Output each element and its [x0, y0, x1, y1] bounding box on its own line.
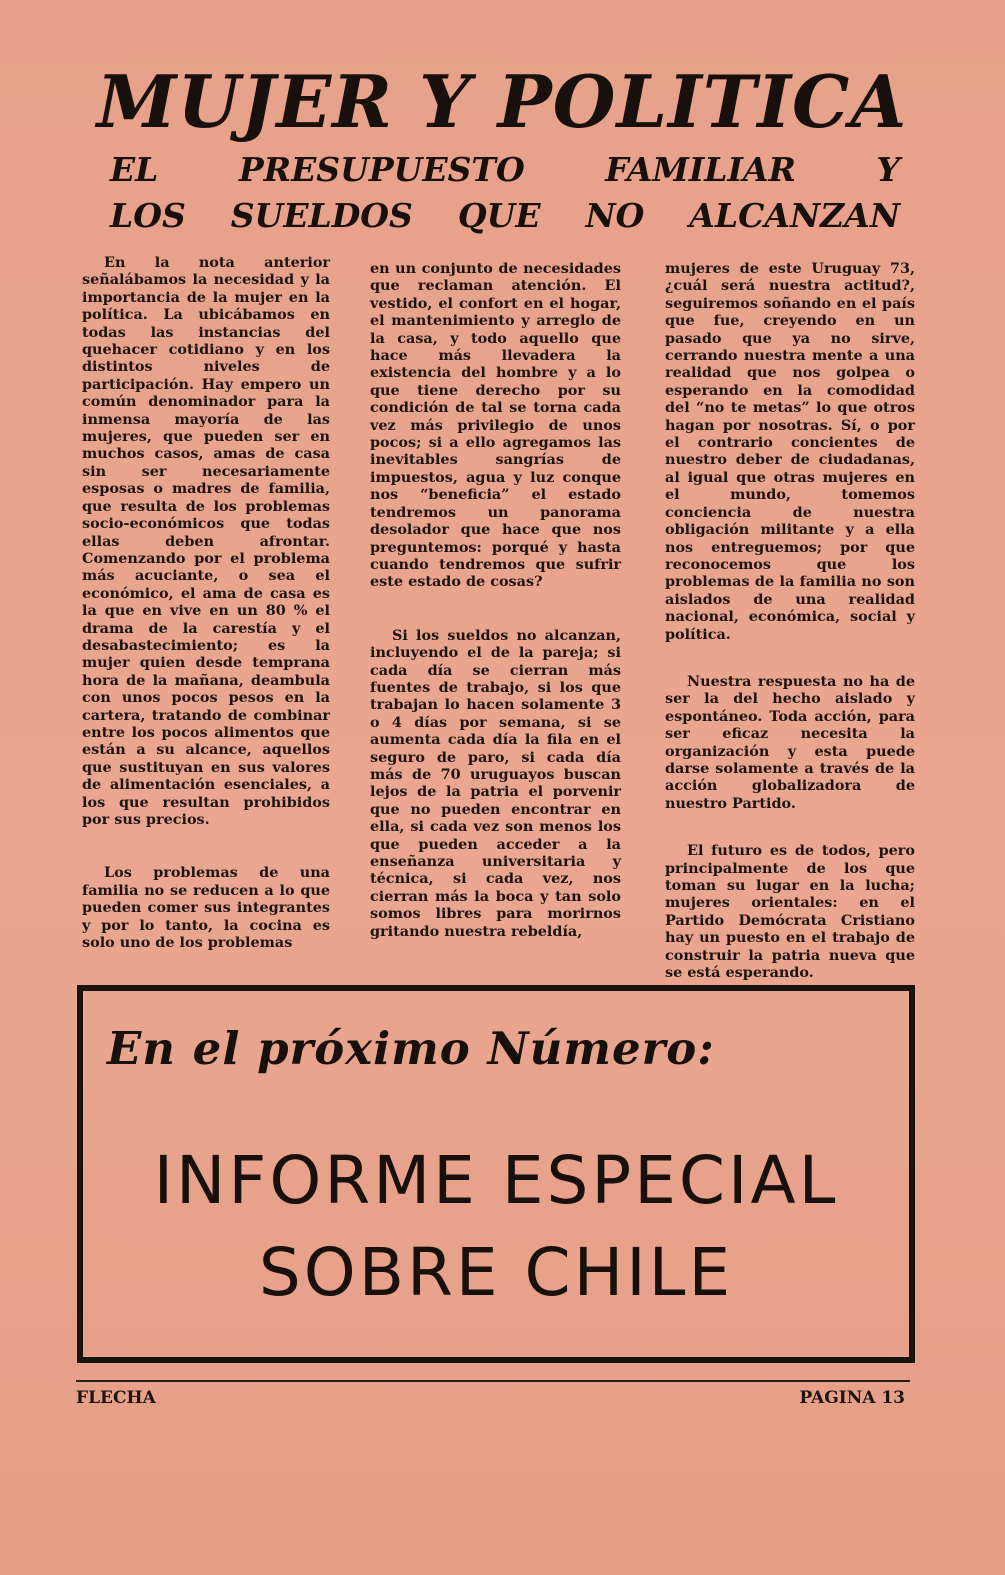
publication-name: FLECHA: [76, 1388, 156, 1408]
paragraph: Los problemas de una familia no se reducen a lo que pueden comer sus integrantes y por lo tanto, la cocina es solo uno de los problemas: [82, 864, 330, 952]
announcement-box: [77, 985, 915, 1363]
subtitle-line-2: LOS SUELDOS QUE NO ALCANZAN: [110, 196, 900, 235]
page-title: MUJER Y POLITICA: [96, 59, 908, 144]
article-column-3: [665, 260, 915, 981]
paragraph: Nuestra respuesta no ha de ser la del hecho aislado y espontáneo. Toda acción, para ser eficaz necesita la organización y esta puede darse solamente a través de la acción globalizadora de nuestro Partido.: [665, 672, 915, 812]
page-number: PAGINA 13: [799, 1388, 905, 1408]
article-column-2: [370, 260, 621, 940]
paragraph: mujeres de este Uruguay 73, ¿cuál será nuestra actitud?, seguiremos soñando en el país que fue, creyendo en un pasado que ya no sirve, cerrando nuestra mente a una realidad que nos golpea o esperando en la comodidad del “no te metas” lo que otros hagan por nosotras. Sí, o por el contrario concientes de nuestro deber de ciudadanas, al igual que otras mujeres en el mundo, tomemos conciencia de nuestra obligación militante y a ella nos entreguemos; por que reconocemos que los problemas de la familia no son aislados de una realidad nacional, económica, social y política.: [665, 260, 915, 643]
announcement-line-2: SOBRE CHILE: [258, 1234, 734, 1311]
article-column-1: [82, 254, 330, 951]
paragraph: El futuro es de todos, pero principalmente de los que toman su lugar en la lucha; mujeres orientales: en el Partido Demócrata Cristiano hay un puesto en el trabajo de construir la patria nueva que se está esperando.: [665, 842, 915, 982]
paragraph: En la nota anterior señalábamos la necesidad y la importancia de la mujer en la política. La ubicábamos en todas las instancias del quehacer cotidiano y en los distintos niveles de participación. Hay empero un común denominador para la inmensa mayoría de las mujeres, que pueden ser en muchos casos, amas de casa sin ser necesariamente esposas o madres de familia, que resulta de los problemas socio-económicos que todas ellas deben afrontar. Comenzando por el problema más acuciante, o sea el económico, el ama de casa es la que en vive en un 80 % el drama de la carestía y el desabastecimiento; es la mujer quien desde temprana hora de la mañana, deambula con unos pocos pesos en la cartera, tratando de combinar entre los pocos alimentos que están a su alcance, aquellos que sustituyan en sus valores de alimentación esenciales, a los que resultan prohibidos por sus precios.: [82, 254, 330, 828]
subtitle-line-1: EL PRESUPUESTO FAMILIAR Y: [110, 150, 900, 189]
footer-rule: [76, 1380, 910, 1382]
paragraph: Si los sueldos no alcanzan, incluyendo el de la pareja; si cada día se cierran más fuentes de trabajo, si los que trabajan lo hacen solamente 3 o 4 días por semana, si se aumenta cada día la fila en el seguro de paro, si cada día más de 70 uruguayos buscan lejos de la patria el porvenir que no pueden encontrar en ella, si cada vez son menos los que pueden acceder a la enseñanza universitaria y técnica, si cada vez, nos cierran más la boca y tan solo somos libres para morirnos gritando nuestra rebeldía,: [370, 626, 621, 940]
announcement-heading: En el próximo Número:: [107, 1022, 715, 1075]
paragraph: en un conjunto de necesidades que reclaman atención. El vestido, el confort en el hogar, el mantenimiento y arreglo de la casa, y todo aquello que hace más llevadera la existencia del hombre y a lo que tiene derecho por su condición de tal se torna cada vez más privilegio de unos pocos; si a ello agregamos las inevitables sangrías de impuestos, agua y luz conque nos “beneficia” el estado tendremos un panorama desolador que hace que nos preguntemos: porqué y hasta cuando tendremos que sufrir este estado de cosas?: [370, 260, 621, 591]
announcement-line-1: INFORME ESPECIAL: [153, 1142, 839, 1219]
